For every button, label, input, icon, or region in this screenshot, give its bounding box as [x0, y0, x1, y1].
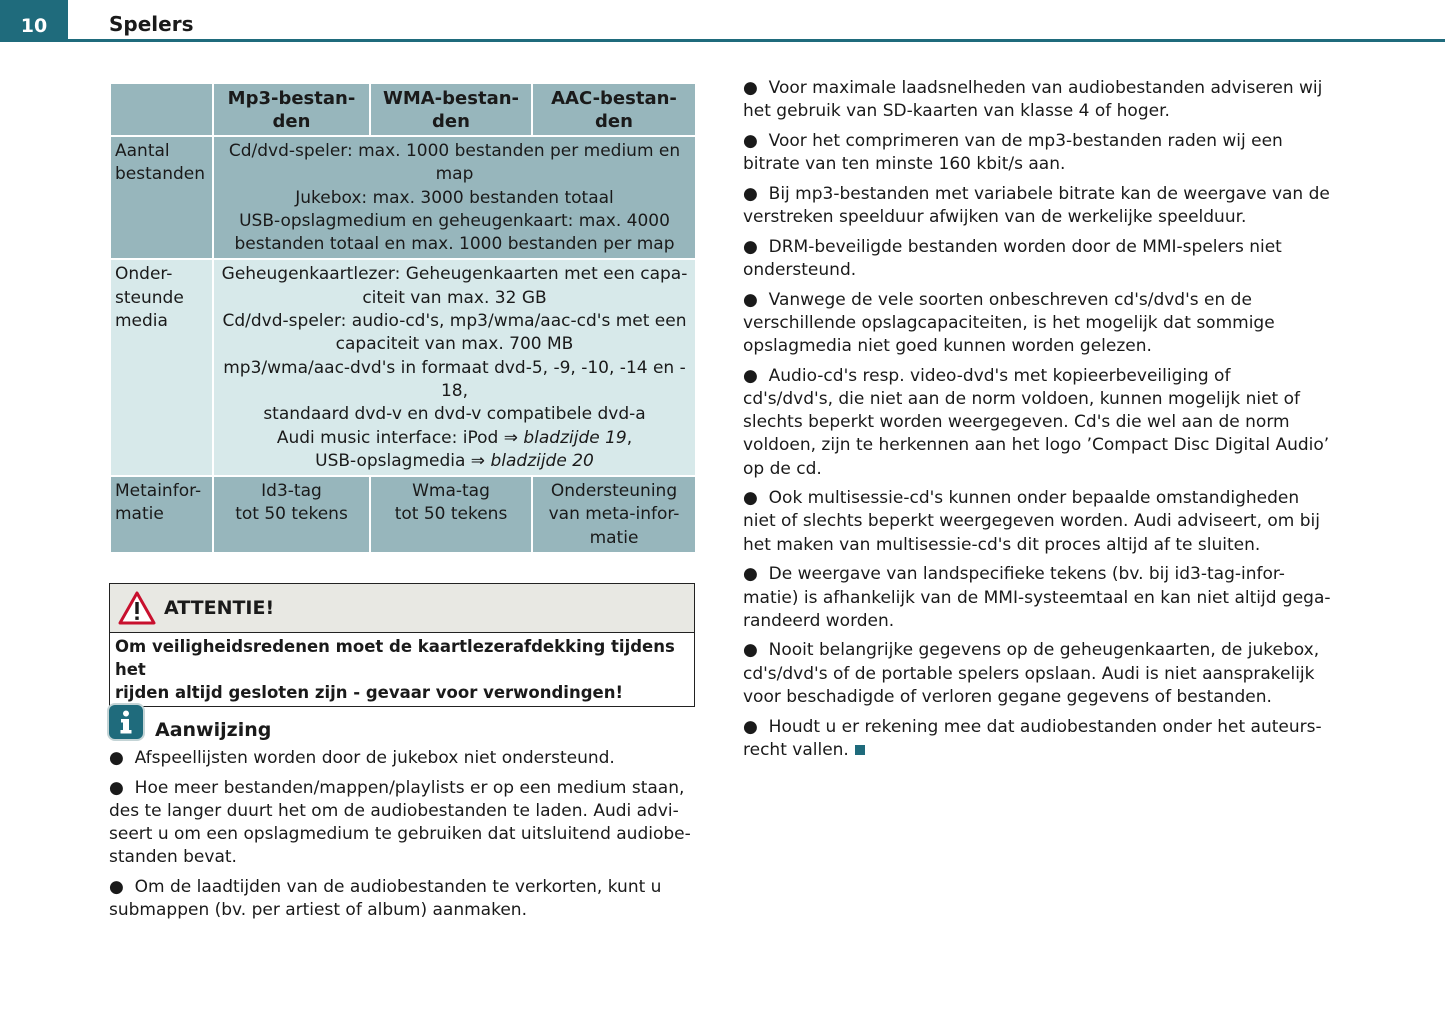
list-item: ● Bij mp3-bestanden met variabele bitrate kan de weergave van de verstreken speelduur afwijken van de werkelijke speelduur.	[743, 183, 1330, 228]
warning-text: Om veiligheidsredenen moet de kaartlezerafdekking tijdens het rijden altijd gesloten zijn - gevaar voor verwondingen!	[115, 637, 675, 702]
bullet-icon: ●	[743, 289, 758, 310]
right-bullet-list	[743, 77, 1343, 768]
table-cell: Id3-tag tot 50 tekens	[213, 476, 370, 553]
table-cell: Wma-tag tot 50 tekens	[370, 476, 532, 553]
bullet-icon: ●	[743, 130, 758, 151]
list-item: ● Hoe meer bestanden/mappen/playlists er op een medium staan, des te langer duurt het om de audiobestanden te laden. Audi advi- seert u om een opslagmedium te gebruiken dat uitsluitend audiobe- standen bevat.	[109, 777, 691, 868]
table-row	[110, 136, 696, 259]
table-cell	[213, 259, 696, 476]
ipod-suffix: ,	[626, 427, 633, 448]
table-header-cell	[110, 83, 213, 136]
list-item: ● De weergave van landspecifieke tekens (bv. bij id3-tag-infor- matie) is afhankelijk van de MMI-systeemtaal en kan niet altijd gega- randeerd worden.	[743, 564, 1331, 631]
bullet-icon: ●	[109, 777, 124, 798]
list-item: ● DRM-beveiligde bestanden worden door de MMI-spelers niet ondersteund.	[743, 236, 1282, 280]
table-header-row	[110, 83, 696, 136]
bullet-icon: ●	[743, 640, 758, 661]
list-item: ● Om de laadtijden van de audiobestanden te verkorten, kunt u submappen (bv. per artiest of album) aanmaken.	[109, 877, 662, 921]
bullet-icon: ●	[743, 365, 758, 386]
table-row	[110, 476, 696, 553]
bullet-icon: ●	[109, 877, 124, 898]
bullet-icon: ●	[743, 716, 758, 737]
bullet-icon: ●	[743, 183, 758, 204]
page-reference-link[interactable]: bladzijde 19	[523, 427, 627, 448]
table-header-cell: AAC-bestan- den	[532, 83, 696, 136]
ipod-text: Audi music interface: iPod ⇒	[276, 427, 524, 448]
page-number: 10	[0, 0, 68, 42]
note-title: Aanwijzing	[155, 719, 272, 741]
row-label: Aantal bestanden	[110, 136, 213, 259]
list-item: ● Houdt u er rekening mee dat audiobestanden onder het auteurs- recht vallen.	[743, 716, 1322, 760]
note-bullet-list	[109, 747, 709, 929]
section-end-square-icon	[855, 745, 865, 755]
info-icon	[109, 705, 143, 739]
bullet-icon: ●	[743, 78, 758, 98]
table-header-cell: WMA-bestan- den	[370, 83, 532, 136]
list-item: ● Voor maximale laadsnelheden van audiobestanden adviseren wij het gebruik van SD-kaarten van klasse 4 of hoger.	[743, 78, 1323, 122]
table-header-cell: Mp3-bestan- den	[213, 83, 370, 136]
warning-triangle-icon	[117, 590, 157, 626]
supported-media-text: Geheugenkaartlezer: Geheugenkaarten met een capa- citeit van max. 32 GB Cd/dvd-speler: audio-cd's, mp3/wma/aac-cd's met een capaciteit van max. 700 MB mp3/wma/aac-dvd's in formaat dvd-5, -9, -10, -14 en - 18, standaard dvd-v en dvd-v compatibele dvd-a	[221, 264, 688, 425]
list-item: ● Nooit belangrijke gegevens op de geheugenkaarten, de jukebox, cd's/dvd's of de portable spelers opslaan. Audi is niet aansprakelijk voor beschadigde of verloren gegane gegevens of bestanden.	[743, 640, 1320, 707]
row-label: Onder- steunde media	[110, 259, 213, 476]
format-table	[109, 82, 697, 554]
list-item: ● Audio-cd's resp. video-dvd's met kopieerbeveiliging of cd's/dvd's, die niet aan de norm voldoen, kunnen mogelijk niet of slechts beperkt worden weergegeven. Cd's die wel aan de norm voldoen, zijn te herkennen aan het logo ’Compact Disc Digital Audio’ op de cd.	[743, 365, 1330, 479]
table-cell: Cd/dvd-speler: max. 1000 bestanden per medium en map Jukebox: max. 3000 bestanden totaal USB-opslagmedium en geheugenkaart: max. 4000 bestanden totaal en max. 1000 bestanden per map	[213, 136, 696, 259]
list-item: ● Vanwege de vele soorten onbeschreven cd's/dvd's en de verschillende opslagcapaciteiten, is het mogelijk dat sommige opslagmedia niet goed kunnen worden gelezen.	[743, 289, 1275, 357]
table-cell: Ondersteuning van meta-infor- matie	[532, 476, 696, 553]
usb-text: USB-opslagmedia ⇒	[315, 450, 491, 471]
list-item: ● Voor het comprimeren van de mp3-bestanden raden wij een bitrate van ten minste 160 kbit/s aan.	[743, 130, 1283, 175]
warning-title: ATTENTIE!	[164, 597, 275, 619]
bullet-icon: ●	[743, 236, 758, 257]
list-item: ● Afspeellijsten worden door de jukebox niet ondersteund.	[109, 748, 615, 768]
list-item: ● Ook multisessie-cd's kunnen onder bepaalde omstandigheden niet of slechts beperkt weergegeven worden. Audi adviseert, om bij het maken van multisessie-cd's dit proces altijd af te sluiten.	[743, 488, 1320, 555]
bullet-icon: ●	[743, 488, 758, 509]
row-label: Metainfor- matie	[110, 476, 213, 553]
warning-header	[110, 584, 694, 633]
header-rule	[68, 39, 1445, 42]
page-title: Spelers	[109, 12, 194, 36]
bullet-icon: ●	[743, 564, 758, 585]
table-row	[110, 259, 696, 476]
page-reference-link[interactable]: bladzijde 20	[490, 450, 594, 471]
bullet-icon: ●	[109, 748, 124, 768]
warning-box	[109, 583, 695, 707]
